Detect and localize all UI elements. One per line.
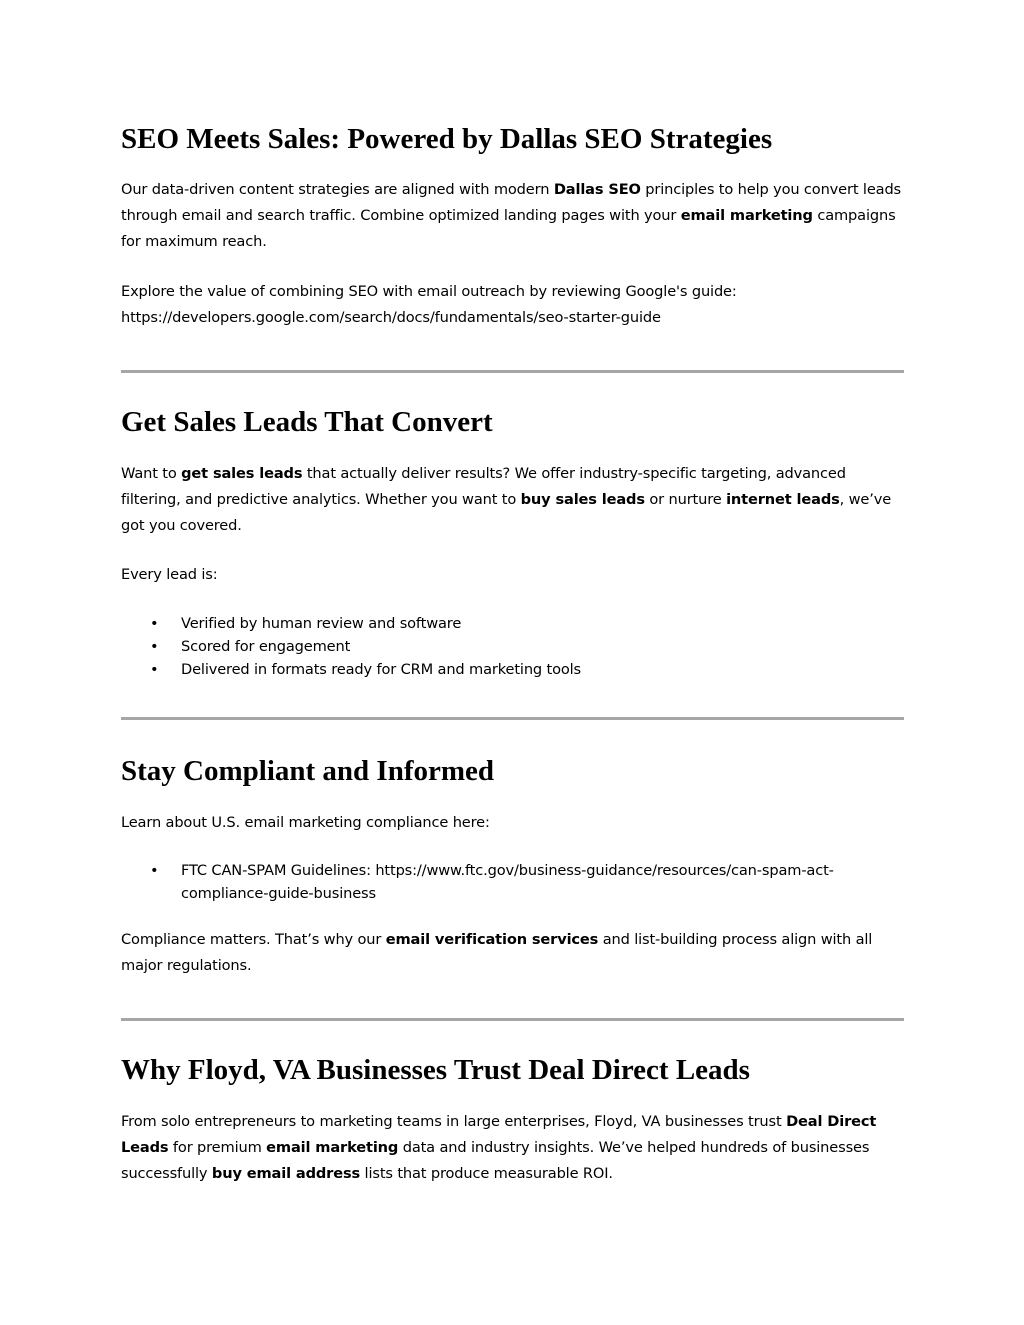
- seo-intro-paragraph: Our data-driven content strategies are aligned with modern Dallas SEO principles to help you convert leads through email and search traffic. Combine optimized landing pages with your email marketing campaigns for maximum reach.: [121, 181, 902, 250]
- every-lead-intro: Every lead is:: [121, 566, 218, 583]
- compliance-intro: Learn about U.S. email marketing compliance here:: [121, 814, 490, 831]
- keyword-email-marketing: email marketing: [266, 1139, 399, 1156]
- keyword-dallas-seo: Dallas SEO: [553, 181, 641, 198]
- keyword-email-verification-services: email verification services: [385, 931, 599, 948]
- keyword-buy-sales-leads: buy sales leads: [520, 491, 645, 508]
- keyword-buy-email-address: buy email address: [211, 1165, 361, 1182]
- section-heading-get-sales-leads: Get Sales Leads That Convert: [121, 406, 493, 438]
- bullet-icon: •: [150, 615, 159, 632]
- section-heading-stay-compliant: Stay Compliant and Informed: [121, 755, 495, 787]
- google-guide-paragraph: Explore the value of combining SEO with email outreach by reviewing Google's guide: https://developers.google.com/search/docs/fundamentals/seo-starter-guide: [121, 283, 737, 326]
- sales-leads-paragraph: Want to get sales leads that actually deliver results? We offer industry-specific targeting, advanced filtering, and predictive analytics. Whether you want to buy sales leads or nurture internet leads, we’ve got you covered.: [121, 465, 892, 534]
- keyword-email-marketing: email marketing: [680, 207, 813, 224]
- ftc-guidelines-link[interactable]: FTC CAN-SPAM Guidelines: https://www.ftc.gov/business-guidance/resources/can-spam-act-: [181, 862, 834, 879]
- bullet-icon: •: [150, 638, 159, 655]
- list-item: • Verified by human review and software: [121, 612, 904, 635]
- bullet-icon: •: [150, 661, 159, 678]
- google-guide-link[interactable]: https://developers.google.com/search/docs/fundamentals/seo-starter-guide: [121, 309, 661, 326]
- compliance-list: [121, 859, 904, 905]
- list-item: [121, 859, 904, 905]
- list-item: • Delivered in formats ready for CRM and marketing tools: [121, 658, 904, 681]
- section-heading-seo-meets-sales: SEO Meets Sales: Powered by Dallas SEO Strategies: [121, 123, 773, 155]
- section-divider: [121, 370, 904, 373]
- section-divider: [121, 1018, 904, 1021]
- keyword-deal-direct-leads: Deal Direct Leads: [121, 1113, 877, 1156]
- floyd-va-paragraph: From solo entrepreneurs to marketing teams in large enterprises, Floyd, VA businesses trust Deal Direct Leads for premium email marketing data and industry insights. We’ve helped hundreds of businesses successfully buy email address lists that produce measurable ROI.: [121, 1113, 877, 1182]
- section-heading-why-floyd-va: Why Floyd, VA Businesses Trust Deal Direct Leads: [121, 1054, 750, 1086]
- list-item: • Scored for engagement: [121, 635, 904, 658]
- bullet-icon: •: [150, 862, 159, 879]
- keyword-get-sales-leads: get sales leads: [181, 465, 303, 482]
- compliance-paragraph: Compliance matters. That’s why our email verification services and list-building process align with all major regulations.: [121, 931, 873, 974]
- section-divider: [121, 717, 904, 720]
- lead-features-list: [121, 612, 904, 681]
- keyword-internet-leads: internet leads: [726, 491, 840, 508]
- ftc-guidelines-link-cont[interactable]: compliance-guide-business: [181, 885, 376, 902]
